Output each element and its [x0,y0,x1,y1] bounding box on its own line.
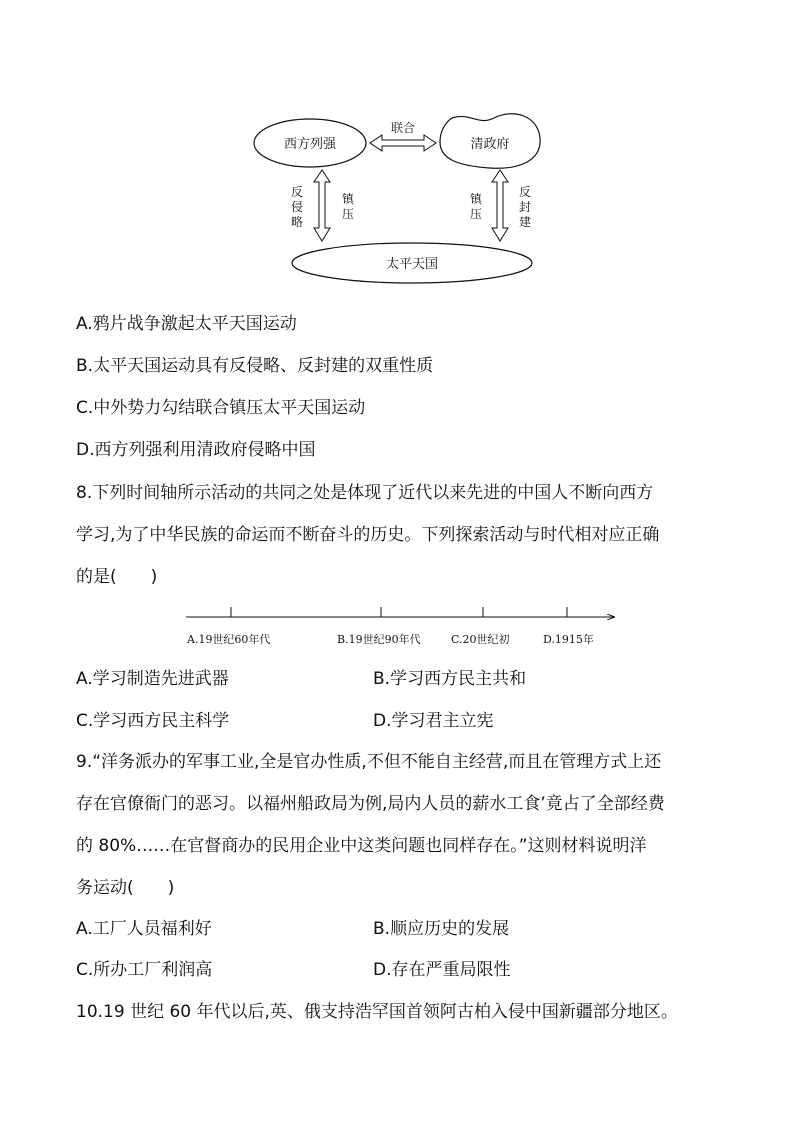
left-suppress-arrow [314,170,330,241]
left-suppress-label: 镇压 [341,192,355,221]
q9-option-d: D.存在严重局限性 [373,960,511,980]
right-suppress-arrow [492,170,508,241]
western-powers-label: 西方列强 [283,137,337,152]
q7-option-b: B.太平天国运动具有反侵略、反封建的双重性质 [76,356,434,376]
q10-stem-line-1: 10.19 世纪 60 年代以后,英、俄支持浩罕国首领阿古柏入侵中国新疆部分地区。 [76,1002,678,1022]
q7-option-c: C.中外势力勾结联合镇压太平天国运动 [76,398,366,418]
q8-option-d: D.学习君主立宪 [373,711,494,731]
timeline-label-c: C.20世纪初 [451,633,510,646]
q8-option-a: A.学习制造先进武器 [76,669,229,689]
q7-option-a: A.鸦片战争激起太平天国运动 [76,314,297,334]
right-suppress-label: 镇压 [469,192,483,221]
q9-option-c: C.所办工厂利润高 [76,960,213,980]
q9-stem-line-2: 存在官僚衙门的恶习。以福州船政局为例,局内人员的薪水工食’竟占了全部经费 [76,794,665,814]
q8-option-c: C.学习西方民主科学 [76,711,230,731]
timeline-label-d: D.1915年 [543,633,594,646]
q7-option-d: D.西方列强利用清政府侵略中国 [76,440,316,460]
q9-option-b: B.顺应历史的发展 [373,919,510,939]
anti-aggression-label: 反侵略 [290,185,304,229]
timeline-label-a: A.19世纪60年代 [187,633,271,646]
alliance-arrow [370,135,436,151]
q9-stem-line-4: 务运动( ) [76,878,175,898]
q8-stem-line-3: 的是( ) [76,567,158,587]
timeline-label-b: B.19世纪90年代 [337,633,421,646]
q9-stem-line-1: 9.“洋务派办的军事工业,全是官办性质,不但不能自主经营,而且在管理方式上还 [76,752,662,772]
q9-stem-line-3: 的 80%……在官督商办的民用企业中这类问题也同样存在。”这则材料说明洋 [76,836,647,856]
anti-feudal-label: 反封建 [518,185,532,229]
alliance-label: 联合 [390,121,416,135]
q8-stem-line-2: 学习,为了中华民族的命运而不断奋斗的历史。下列探索活动与时代相对应正确 [76,525,660,545]
timeline [0,596,794,656]
q8-option-b: B.学习西方民主共和 [373,669,527,689]
q9-option-a: A.工厂人员福利好 [76,919,212,939]
relationship-diagram [0,0,794,300]
taiping-label: 太平天国 [385,257,439,272]
qing-government-label: 清政府 [470,137,510,152]
q8-stem-line-1: 8.下列时间轴所示活动的共同之处是体现了近代以来先进的中国人不断向西方 [76,483,654,503]
